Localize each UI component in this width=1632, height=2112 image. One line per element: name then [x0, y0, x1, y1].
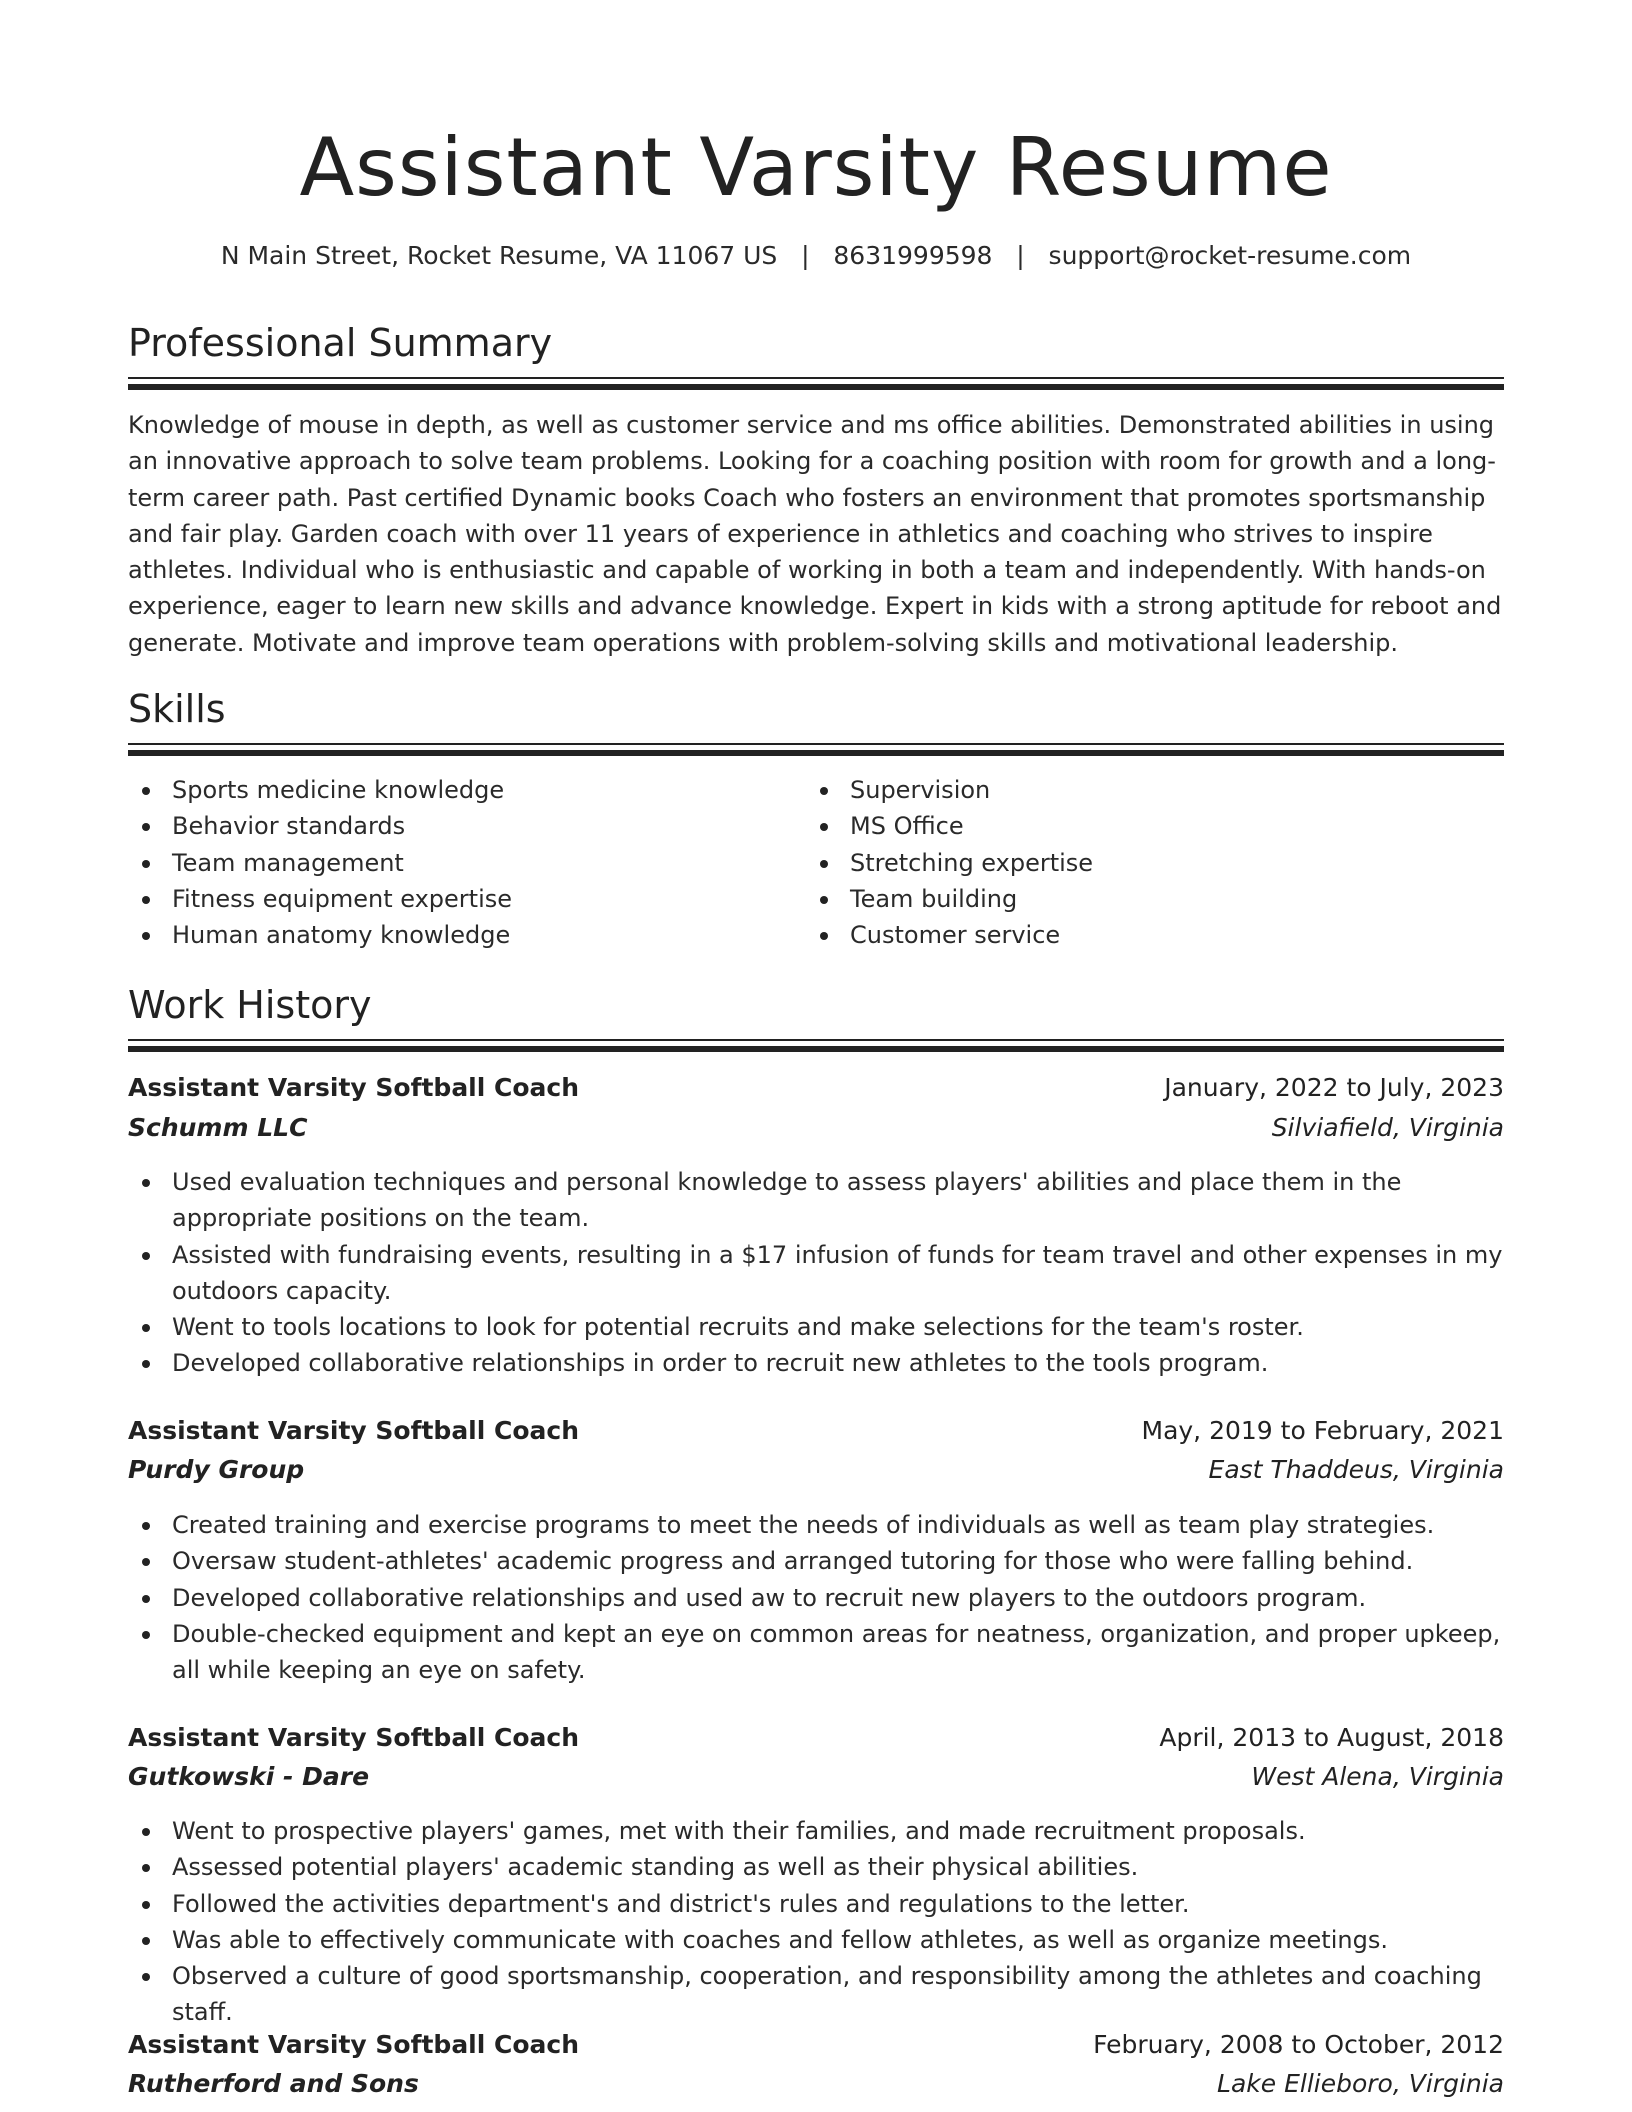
job-dates: February, 2008 to October, 2012	[1093, 2030, 1504, 2059]
job-duty: Created training and exercise programs to meet the needs of individuals as well as team play strategies.	[128, 1507, 1504, 1543]
job-duty: Went to prospective players' games, met with their families, and made recruitment proposals.	[128, 1813, 1504, 1849]
job-duty: Observed a culture of good sportsmanship, cooperation, and responsibility among the athletes and coaching staff.	[128, 1958, 1504, 2031]
job-dates: May, 2019 to February, 2021	[1141, 1416, 1504, 1445]
job-duty: Used evaluation techniques and personal knowledge to assess players' abilities and place them in the appropriate positions on the team.	[128, 1164, 1504, 1237]
skills-list-left	[128, 772, 768, 953]
job-title: Assistant Varsity Softball Coach	[128, 1073, 580, 1102]
skills-list-right	[806, 772, 1446, 953]
job-location: Lake Ellieboro, Virginia	[1217, 2069, 1504, 2098]
job-duty: Assessed potential players' academic standing as well as their physical abilities.	[128, 1849, 1504, 1885]
job-duty: Double-checked equipment and kept an eye on common areas for neatness, organization, and proper upkeep, all while keeping an eye on safety.	[128, 1616, 1504, 1689]
job-company: Gutkowski - Dare	[128, 1762, 370, 1791]
skill-item: Sports medicine knowledge	[128, 772, 768, 808]
job-title: Assistant Varsity Softball Coach	[128, 2030, 580, 2059]
job-location: West Alena, Virginia	[1251, 1762, 1504, 1791]
skill-item: Team management	[128, 845, 768, 881]
job-duties-list	[128, 1164, 1504, 1382]
skill-item: Human anatomy knowledge	[128, 917, 768, 953]
skill-item: MS Office	[806, 808, 1446, 844]
section-divider	[128, 377, 1504, 379]
job-company: Rutherford and Sons	[128, 2069, 419, 2098]
skill-item: Stretching expertise	[806, 845, 1446, 881]
job-duty: Went to tools locations to look for potential recruits and make selections for the team's roster.	[128, 1309, 1504, 1345]
job-duty: Was able to effectively communicate with coaches and fellow athletes, as well as organize meetings.	[128, 1922, 1504, 1958]
job-dates: April, 2013 to August, 2018	[1159, 1723, 1504, 1752]
job-title: Assistant Varsity Softball Coach	[128, 1416, 580, 1445]
job-company: Purdy Group	[128, 1455, 305, 1484]
section-divider	[128, 750, 1504, 756]
job-duty: Developed collaborative relationships in order to recruit new athletes to the tools program.	[128, 1345, 1504, 1381]
job-company: Schumm LLC	[128, 1113, 308, 1142]
work-history-heading: Work History	[128, 983, 372, 1027]
section-divider	[128, 1046, 1504, 1052]
job-duties-list	[128, 1813, 1504, 2031]
job-dates: January, 2022 to July, 2023	[1164, 1073, 1504, 1102]
job-duty: Assisted with fundraising events, resulting in a $17 infusion of funds for team travel and other expenses in my outdoors capacity.	[128, 1237, 1504, 1310]
skill-item: Supervision	[806, 772, 1446, 808]
contact-line: N Main Street, Rocket Resume, VA 11067 US | 8631999598 | support@rocket-resume.com	[220, 241, 1412, 270]
summary-heading: Professional Summary	[128, 321, 553, 365]
section-divider	[128, 1039, 1504, 1041]
job-duty: Followed the activities department's and district's rules and regulations to the letter.	[128, 1886, 1504, 1922]
section-divider	[128, 384, 1504, 390]
section-divider	[128, 743, 1504, 745]
skills-heading: Skills	[128, 687, 226, 731]
job-duties-list	[128, 1507, 1504, 1688]
job-location: East Thaddeus, Virginia	[1208, 1455, 1504, 1484]
summary-text: Knowledge of mouse in depth, as well as customer service and ms office abilities. Demonstrated abilities in using an innovative approach to solve team problems. Looking for a coaching position with room for growth and a long-term career path. Past certified Dynamic books Coach who fosters an environment that promotes sportsmanship and fair play. Garden coach with over 11 years of experience in athletics and coaching who strives to inspire athletes. Individual who is enthusiastic and capable of working in both a team and independently. With hands-on experience, eager to learn new skills and advance knowledge. Expert in kids with a strong aptitude for reboot and generate. Motivate and improve team operations with problem-solving skills and motivational leadership.	[128, 411, 1502, 657]
resume-title: Assistant Varsity Resume	[299, 121, 1333, 214]
job-title: Assistant Varsity Softball Coach	[128, 1723, 580, 1752]
skill-item: Team building	[806, 881, 1446, 917]
skill-item: Customer service	[806, 917, 1446, 953]
job-duty: Oversaw student-athletes' academic progress and arranged tutoring for those who were falling behind.	[128, 1543, 1504, 1579]
job-location: Silviafield, Virginia	[1271, 1113, 1504, 1142]
skill-item: Behavior standards	[128, 808, 768, 844]
skill-item: Fitness equipment expertise	[128, 881, 768, 917]
job-duty: Developed collaborative relationships and used aw to recruit new players to the outdoors program.	[128, 1580, 1504, 1616]
